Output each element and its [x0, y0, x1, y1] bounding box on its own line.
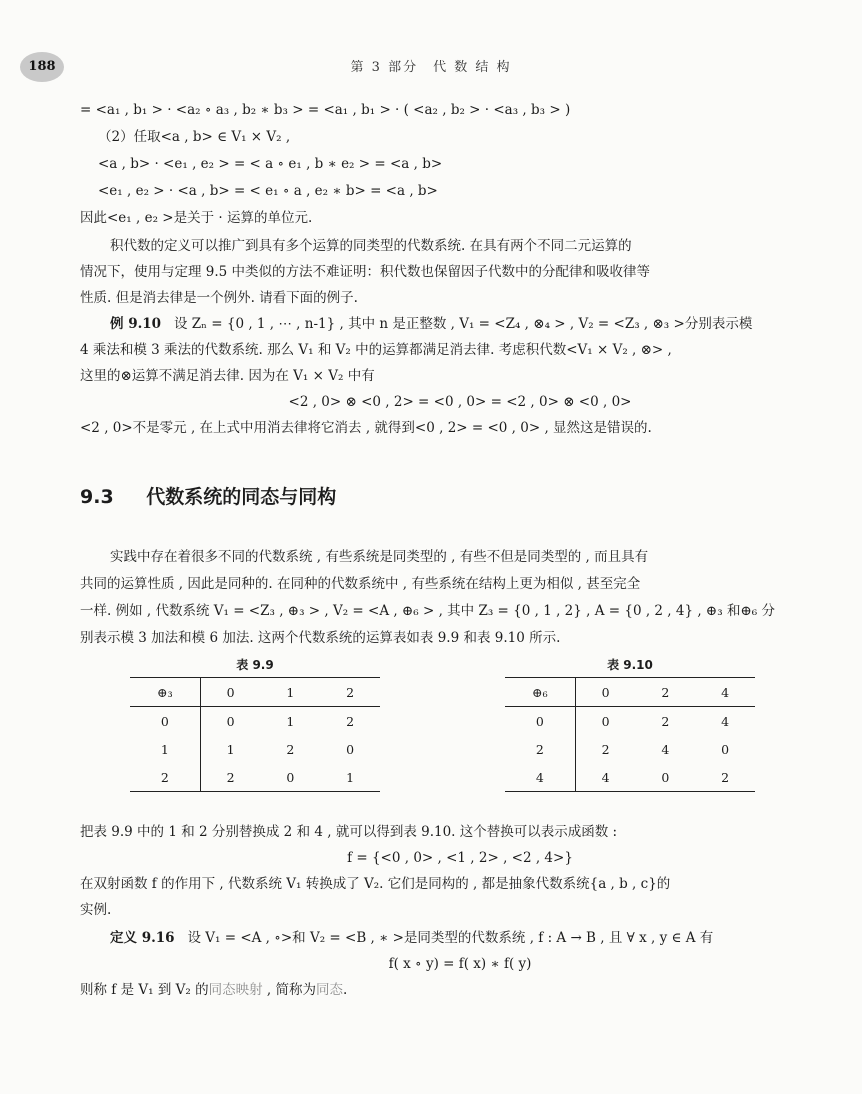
equation-line: <a , b> · <e₁ , e₂ > = < a ∘ e₁ , b ∗ e₂ > = <a , b>: [98, 156, 443, 172]
table-cell: 2: [505, 735, 575, 763]
paragraph-line: 4 乘法和模 3 乘法的代数系统. 那么 V₁ 和 V₂ 中的运算都满足消去律. 考虑积代数<V₁ × V₂ , ⊗> ,: [80, 342, 672, 358]
equation-line: = <a₁ , b₁ > · <a₂ ∘ a₃ , b₂ ∗ b₃ > = <a₁ , b₁ > · ( <a₂ , b₂ > · <a₃ , b₃ > ): [80, 102, 571, 118]
table-cell: 2: [601, 741, 610, 757]
table-cell: 0: [721, 741, 730, 757]
example-text: 设 Zₙ = {0 , 1 , ⋯ , n-1} , 其中 n 是正整数 , V₁ = <Z₄ , ⊗₄ > , V₂ = <Z₃ , ⊗₃ >分别表示模: [173, 316, 753, 332]
table-row: [505, 763, 755, 792]
definition-line: [110, 928, 862, 948]
conclusion-line: 因此<e₁ , e₂ >是关于 · 运算的单位元.: [80, 210, 313, 226]
table-cell: 2: [320, 678, 380, 707]
definition-conclusion: [80, 980, 840, 1000]
paragraph-line: 这里的⊗运算不满足消去律. 因为在 V₁ × V₂ 中有: [80, 368, 375, 384]
centered-equation: f = {<0 , 0> , <1 , 2> , <2 , 4>}: [347, 850, 573, 866]
table-cell: 0: [130, 707, 200, 736]
table-cell: 2: [661, 713, 670, 729]
table-cell: 2: [200, 763, 260, 792]
term-homomorphism: 同态: [315, 982, 343, 998]
running-title: 第 3 部分 代 数 结 构: [350, 60, 512, 75]
table-cell: 0: [226, 713, 235, 729]
table-row: [505, 735, 755, 763]
paragraph-line: <2 , 0>不是零元 , 在上式中用消去律将它消去 , 就得到<0 , 2> = <0 , 0> , 显然这是错误的.: [80, 420, 652, 436]
table-row: [130, 735, 380, 763]
section-title: 代数系统的同态与同构: [146, 486, 337, 508]
paragraph-line: 把表 9.9 中的 1 和 2 分别替换成 2 和 4 , 就可以得到表 9.10. 这个替换可以表示成函数 :: [80, 824, 618, 840]
text-run: , 简称为: [262, 982, 316, 998]
text-run: 则称 f 是 V₁ 到 V₂ 的: [80, 982, 209, 998]
definition-text: 设 V₁ = <A , ∘>和 V₂ = <B , ∗ >是同类型的代数系统 , f : A → B , 且 ∀ x , y ∈ A 有: [187, 930, 714, 946]
paragraph-line: 实践中存在着很多不同的代数系统 , 有些系统是同类型的 , 有些不但是同类型的 , 而且具有: [110, 549, 649, 565]
paragraph-line: 性质. 但是消去律是一个例外. 请看下面的例子.: [80, 290, 358, 306]
table-row: [505, 707, 755, 736]
section-heading: [80, 482, 336, 509]
paragraph-line: 共同的运算性质 , 因此是同种的. 在同种的代数系统中 , 有些系统在结构上更为相似 , 甚至完全: [80, 576, 641, 592]
table-cell: 2: [635, 678, 695, 707]
definition-label: 定义 9.16: [110, 930, 175, 946]
paragraph-line: 别表示模 3 加法和模 6 加法. 这两个代数系统的运算表如表 9.9 和表 9.10 所示.: [80, 630, 561, 646]
table-cell: 0: [260, 763, 320, 792]
table-row: [130, 763, 380, 792]
paragraph-line: 实例.: [80, 902, 112, 918]
operation-table-mod6: [505, 677, 755, 792]
section-number: 9.3: [80, 486, 114, 508]
operation-table-mod3: [130, 677, 380, 792]
table-cell: 1: [286, 713, 295, 729]
table-cell: ⊕₆: [505, 678, 575, 707]
table-cell: 2: [695, 763, 755, 792]
table-cell: 1: [130, 735, 200, 763]
term-homomorphic-mapping: 同态映射: [208, 982, 263, 998]
example-label: 例 9.10: [110, 316, 162, 332]
table-cell: 2: [130, 763, 200, 792]
table-cell: 0: [575, 678, 635, 707]
table-cell: 1: [320, 763, 380, 792]
centered-equation: f( x ∘ y) = f( x) ∗ f( y): [388, 956, 532, 972]
table-cell: 0: [505, 707, 575, 736]
table-row: [130, 707, 380, 736]
table-cell: 2: [346, 713, 355, 729]
paragraph-line: 情况下，使用与定理 9.5 中类似的方法不难证明：积代数也保留因子代数中的分配律和吸收律等: [80, 264, 651, 280]
table-cell: 4: [575, 763, 635, 792]
example-line: [110, 314, 862, 334]
table-cell: 4: [721, 713, 730, 729]
table-cell: 1: [260, 678, 320, 707]
table-cell: 0: [635, 763, 695, 792]
paragraph-line: 在双射函数 f 的作用下 , 代数系统 V₁ 转换成了 V₂. 它们是同构的 , 都是抽象代数系统{a , b , c}的: [80, 876, 671, 892]
table-cell: 1: [226, 741, 235, 757]
page-number-badge: 188: [20, 52, 64, 82]
table-header-row: [505, 678, 755, 707]
table-header-row: [130, 678, 380, 707]
proof-step: （2）任取<a , b> ∈ V₁ × V₂ ,: [98, 129, 291, 145]
table-cell: 2: [286, 741, 295, 757]
centered-equation: <2 , 0> ⊗ <0 , 2> = <0 , 0> = <2 , 0> ⊗ <0 , 0>: [288, 394, 632, 410]
table-cell: 4: [505, 763, 575, 792]
paragraph-line: 一样. 例如 , 代数系统 V₁ = <Z₃ , ⊕₃ > , V₂ = <A , ⊕₆ > , 其中 Z₃ = {0 , 1 , 2} , A = {0 , 2 , 4} , ⊕₃ 和⊕₆ 分: [80, 603, 775, 619]
table-cell: 0: [200, 678, 260, 707]
text-run: .: [342, 982, 348, 998]
table-cell: 0: [346, 741, 355, 757]
table-cell: ⊕₃: [130, 678, 200, 707]
equation-line: <e₁ , e₂ > · <a , b> = < e₁ ∘ a , e₂ ∗ b> = <a , b>: [98, 183, 438, 199]
paragraph-line: 积代数的定义可以推广到具有多个运算的同类型的代数系统. 在具有两个不同二元运算的: [110, 238, 632, 254]
table-caption: 表 9.9: [236, 658, 274, 672]
table-cell: 4: [661, 741, 670, 757]
table-caption: 表 9.10: [607, 658, 653, 672]
table-cell: 4: [695, 678, 755, 707]
table-cell: 0: [601, 713, 610, 729]
